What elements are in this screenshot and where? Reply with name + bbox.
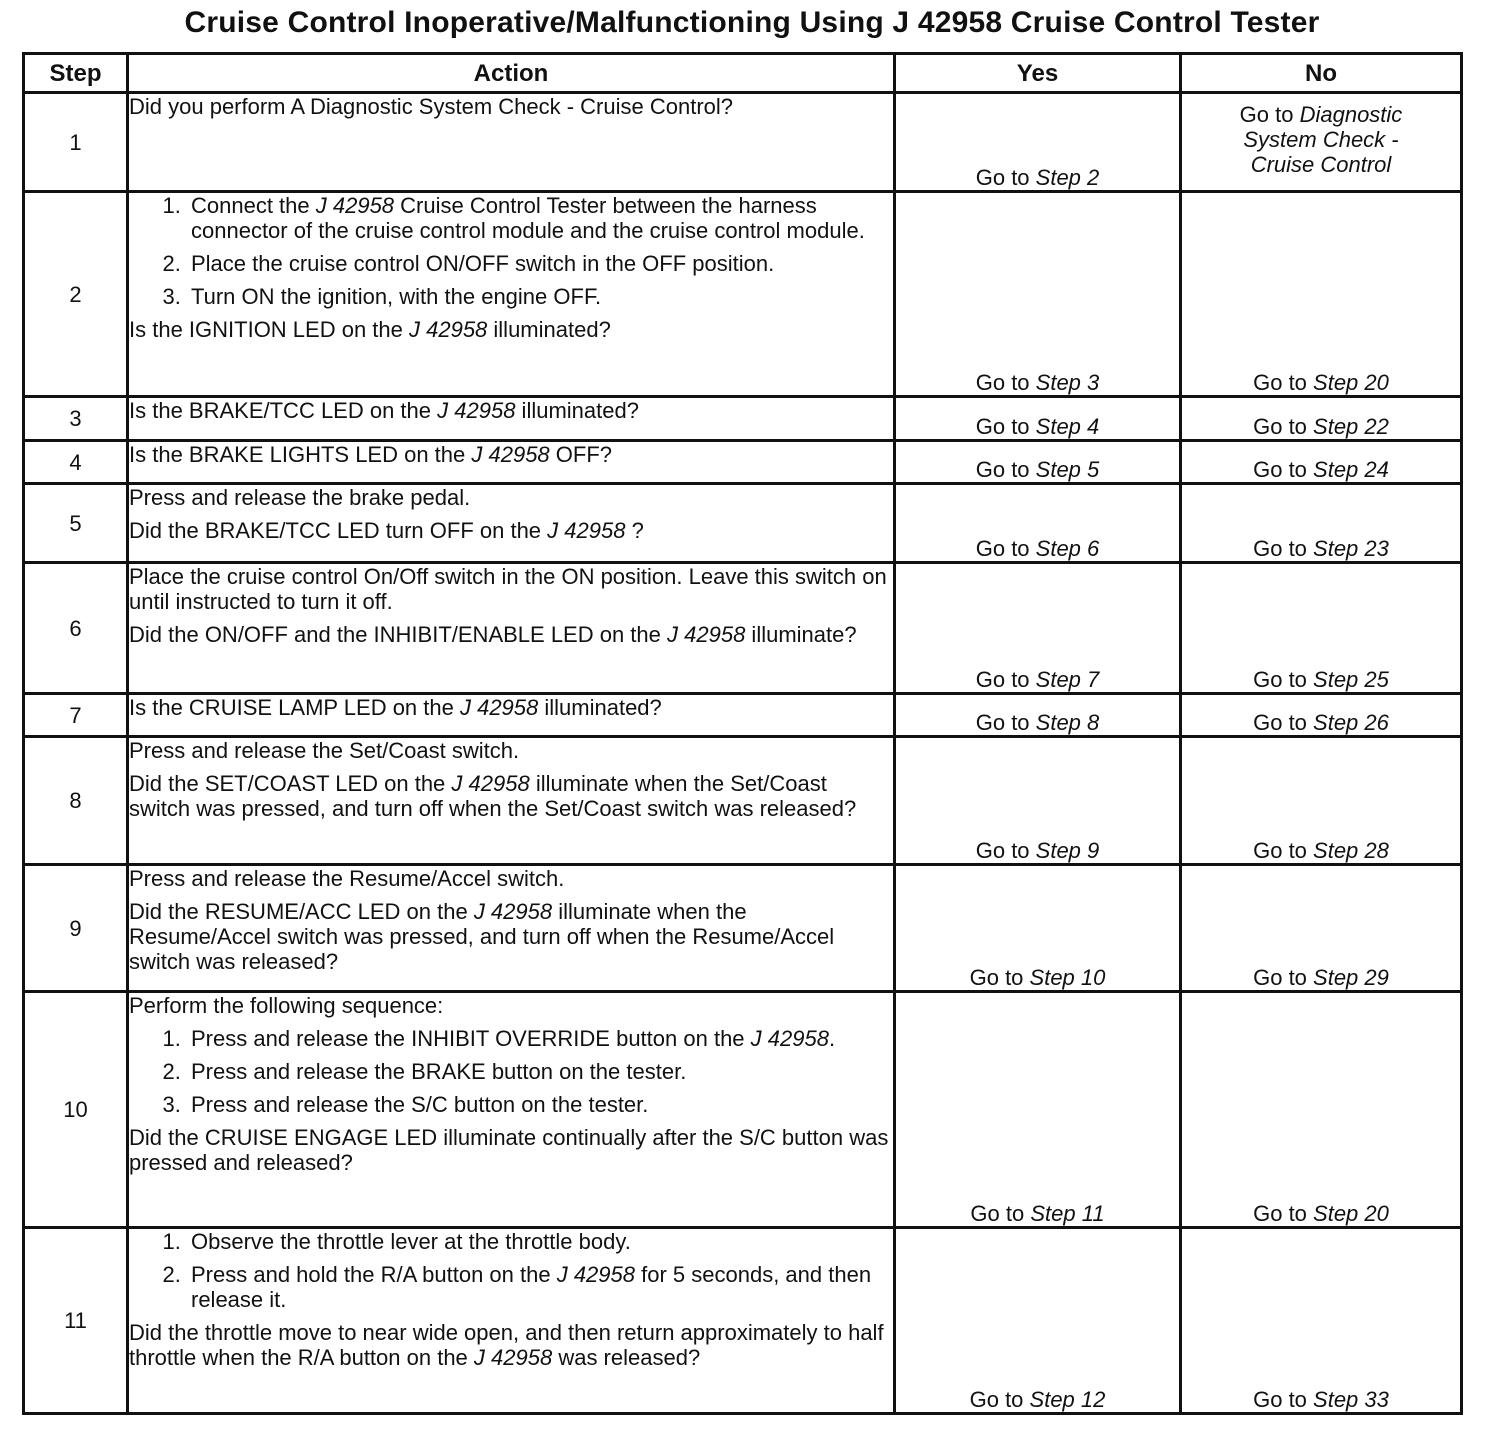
text-run: Go to [975,457,1036,482]
text-run: Perform the following sequence: [129,993,444,1018]
yes-cell [895,563,1181,694]
text-run: Observe the throttle lever at the throttle body. [191,1229,631,1254]
yes-cell [895,93,1181,192]
text-run: Press and release the S/C button on the tester. [191,1092,649,1117]
text-run: Cruise Control Tester between the harness connector of the cruise control module and the cruise control module. [191,193,865,243]
reference-text: J 42958 [547,518,626,543]
no-cell [1181,694,1462,737]
text-run: Did the ON/OFF and the INHIBIT/ENABLE LED on the [129,622,668,647]
action-paragraph [129,1125,893,1175]
text-run: Go to [1253,965,1314,990]
table-row [24,865,1462,992]
step-number: 9 [24,865,128,992]
text-run: illuminate when the Set/Coast switch was pressed, and turn off when the Set/Coast switch was released? [129,771,857,821]
reference-text: J 42958 [471,442,550,467]
reference-text: Step 5 [1035,457,1100,482]
reference-text: J 42958 [667,622,746,647]
text-run: Connect the [191,193,316,218]
action-paragraph [129,1320,893,1370]
table-row [24,1228,1462,1414]
text-run: Go to [1253,457,1314,482]
text-run: Is the BRAKE LIGHTS LED on the [129,442,472,467]
yes-cell [895,397,1181,441]
text-run: Did the throttle move to near wide open, and then return approximately to half throttle when the R/A button on the [129,1320,884,1370]
reference-text: Step 2 [1035,165,1100,190]
step-number: 5 [24,484,128,563]
action-paragraph [129,564,893,614]
reference-text: Step 26 [1313,710,1389,735]
yes-cell [895,992,1181,1228]
action-paragraph [129,94,893,119]
text-run: Place the cruise control On/Off switch in the ON position. Leave this switch on until instructed to turn it off. [129,564,887,614]
action-paragraph [129,899,893,974]
reference-text: J 42958 [750,1026,829,1051]
step-number: 4 [24,441,128,484]
text-run: Go to [975,370,1036,395]
text-run: illuminated? [538,695,662,720]
action-substeps [129,1229,893,1312]
step-number: 10 [24,992,128,1228]
table-row [24,441,1462,484]
substep-item [187,1262,893,1312]
table-body [24,93,1462,1414]
text-run: Go to [1253,1387,1314,1412]
substep-item [187,1059,893,1084]
step-number: 3 [24,397,128,441]
yes-cell [895,865,1181,992]
action-cell [128,737,895,865]
text-run: Did the CRUISE ENGAGE LED illuminate continually after the S/C button was pressed and released? [129,1125,889,1175]
text-run: Go to [975,838,1036,863]
text-run: Press and release the brake pedal. [129,485,471,510]
step-number: 2 [24,192,128,397]
action-paragraph [129,518,893,543]
text-run: illuminate? [745,622,857,647]
yes-cell [895,694,1181,737]
reference-text: J 42958 [459,695,539,720]
reference-text: Step 11 [1030,1201,1105,1226]
text-run: Press and release the BRAKE button on the tester. [191,1059,687,1084]
text-run: Did the BRAKE/TCC LED turn OFF on the [129,518,548,543]
action-paragraph [129,695,893,720]
substep-item [187,1092,893,1117]
action-cell [128,865,895,992]
reference-text: Step 20 [1313,1201,1389,1226]
reference-text: J 42958 [556,1262,635,1287]
text-run: Turn ON the ignition, with the engine OFF. [191,284,602,309]
action-cell [128,192,895,397]
yes-cell [895,441,1181,484]
reference-text: J 42958 [409,317,488,342]
reference-text: Step 10 [1029,965,1106,990]
text-run: Go to [975,414,1036,439]
text-run: Go to [1253,667,1314,692]
reference-text: Step 4 [1035,414,1100,439]
reference-text: Step 24 [1313,457,1389,482]
action-paragraph [129,622,893,647]
action-paragraph [129,866,893,891]
reference-text: Diagnostic System Check - Cruise Control [1243,102,1403,177]
reference-text: Step 9 [1035,838,1100,863]
table-header-row [24,54,1462,93]
no-cell [1181,441,1462,484]
reference-text: Step 7 [1035,667,1100,692]
yes-cell [895,484,1181,563]
text-run: Go to [1253,838,1314,863]
reference-text: J 42958 [451,771,530,796]
action-paragraph [129,442,893,467]
text-run: Place the cruise control ON/OFF switch in the OFF position. [191,251,775,276]
reference-text: Step 28 [1313,838,1389,863]
reference-text: Step 8 [1035,710,1100,735]
text-run: Go to [1253,414,1314,439]
action-cell [128,441,895,484]
reference-text: Step 12 [1029,1387,1106,1412]
action-substeps [129,1026,893,1117]
reference-text: Step 22 [1313,414,1389,439]
text-run: Press and release the INHIBIT OVERRIDE button on the [191,1026,751,1051]
reference-text: J 42958 [473,899,553,924]
text-run: Go to [970,1201,1031,1226]
substep-item [187,193,893,243]
step-number: 1 [24,93,128,192]
no-cell [1181,484,1462,563]
table-row [24,93,1462,192]
table-row [24,737,1462,865]
text-run: illuminated? [487,317,611,342]
table-row [24,694,1462,737]
text-run: Press and release the Resume/Accel switch. [129,866,565,891]
reference-text: Step 20 [1313,370,1389,395]
action-paragraph [129,398,893,423]
action-cell [128,93,895,192]
substep-item [187,1229,893,1254]
action-paragraph [129,993,893,1018]
text-run: Is the IGNITION LED on the [129,317,409,342]
text-run: Press and hold the R/A button on the [191,1262,557,1287]
header-no: No [1181,54,1462,93]
text-run: Go to [975,165,1036,190]
text-run: Go to [975,536,1036,561]
text-run: illuminated? [515,398,639,423]
text-run: Press and release the Set/Coast switch. [129,738,520,763]
reference-text: Step 23 [1313,536,1389,561]
action-cell [128,484,895,563]
text-run: Go to [969,965,1030,990]
text-run: Go to [1253,710,1314,735]
no-cell [1181,992,1462,1228]
action-cell [128,397,895,441]
reference-text: Step 6 [1035,536,1100,561]
text-run: was released? [552,1345,701,1370]
action-cell [128,1228,895,1414]
step-number: 7 [24,694,128,737]
text-run: ? [625,518,644,543]
yes-cell [895,1228,1181,1414]
substep-item [187,284,893,309]
no-cell [1181,737,1462,865]
text-run: illuminate when the Resume/Accel switch was pressed, and turn off when the Resume/Accel switch was released? [129,899,835,974]
text-run: Did you perform A Diagnostic System Check - Cruise Control? [129,94,734,119]
table-row [24,397,1462,441]
text-run: Go to [1253,536,1314,561]
substep-item [187,251,893,276]
text-run: Go to [969,1387,1030,1412]
reference-text: Step 3 [1035,370,1100,395]
no-cell [1181,397,1462,441]
reference-text: J 42958 [473,1345,553,1370]
table-row [24,992,1462,1228]
header-step: Step [24,54,128,93]
step-number: 8 [24,737,128,865]
action-paragraph [129,771,893,821]
text-run: Did the SET/COAST LED on the [129,771,452,796]
text-run: Go to [1253,370,1314,395]
text-run: . [828,1026,836,1051]
no-cell [1181,93,1462,192]
step-number: 11 [24,1228,128,1414]
text-run: Go to [975,667,1036,692]
text-run: Did the RESUME/ACC LED on the [129,899,474,924]
action-substeps [129,193,893,309]
step-number: 6 [24,563,128,694]
text-run: Go to [975,710,1036,735]
yes-cell [895,737,1181,865]
action-paragraph [129,738,893,763]
table-row [24,192,1462,397]
page-title: Cruise Control Inoperative/Malfunctioning Using J 42958 Cruise Control Tester [184,6,1320,39]
header-action: Action [128,54,895,93]
yes-cell [895,192,1181,397]
reference-text: Step 33 [1313,1387,1389,1412]
action-paragraph [129,317,893,342]
reference-text: J 42958 [315,193,395,218]
text-run: Go to [1239,102,1300,127]
reference-text: Step 25 [1313,667,1389,692]
no-cell [1181,1228,1462,1414]
no-cell [1181,192,1462,397]
no-cell [1181,563,1462,694]
substep-item [187,1026,893,1051]
text-run: for 5 seconds, and then release it. [191,1262,872,1312]
reference-text: Step 29 [1313,965,1389,990]
header-yes: Yes [895,54,1181,93]
reference-text: J 42958 [437,398,516,423]
action-cell [128,694,895,737]
text-run: Is the BRAKE/TCC LED on the [129,398,438,423]
text-run: OFF? [549,442,613,467]
action-cell [128,992,895,1228]
action-cell [128,563,895,694]
table-row [24,484,1462,563]
diagnostic-table [22,52,1463,1415]
text-run: Go to [1253,1201,1314,1226]
table-row [24,563,1462,694]
action-paragraph [129,485,893,510]
text-run: Is the CRUISE LAMP LED on the [129,695,460,720]
no-cell [1181,865,1462,992]
